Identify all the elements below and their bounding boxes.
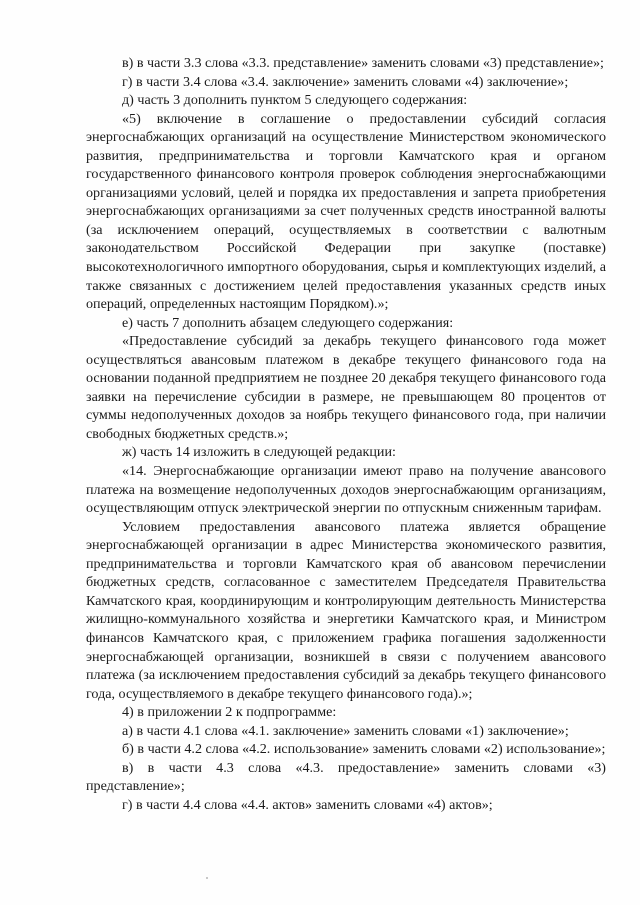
- paragraph-v-part-3-3: в) в части 3.3 слова «3.3. представление» заменить словами «3) представление»;: [122, 55, 604, 71]
- paragraph-advance-condition: Условием предоставления авансового платежа является обращение энергоснабжающей организации в адрес Министерства экономического развития, предпринимательства и торговли Камчатского края об авансовом перечислении бюджетных средств, согласованное с заместителем Председателя Правительства Камчатского края, координирующим и контролирующим деятельность Министерства жилищно-коммунального хозяйства и энергетики Камчатского края, и Министром финансов Камчатского края, с приложением графика погашения задолженности энергоснабжающей организации, возникшей в связи с получением авансового платежа (за исключением предоставления субсидий за декабрь текущего финансового года, осуществляемого в декабре текущего финансового года).»;: [86, 518, 606, 702]
- paragraph-e-part-7: е) часть 7 дополнить абзацем следующего содержания:: [122, 314, 454, 331]
- document-body: [86, 54, 606, 814]
- paragraph-item-5: «5) включение в соглашение о предоставлении субсидий согласия энергоснабжающих организаций на осуществление Министерством экономического развития, предпринимательства и торговли Камчатского края и органом государственного финансового контроля проверок соблюдения энергоснабжающими организациями условий, целей и порядка их предоставления и запрета приобретения энергоснабжающих организациями за счет полученных средств иностранной валюты (за исключением операций, осуществляемых в соответствии с валютным законодательством Российской Федерации при закупке (поставке) высокотехнологичного импортного оборудования, сырья и комплектующих изделий, а также связанных с достижением целей предоставления указанных средств иных операций, определенных настоящим Порядком).»;: [86, 110, 606, 313]
- paragraph-zh-part-14: ж) часть 14 изложить в следующей редакции:: [122, 444, 396, 461]
- paragraph-b-part-4-2: б) в части 4.2 слова «4.2. использование» заменить словами «2) использование»;: [122, 741, 606, 758]
- paragraph-d-part-3: д) часть 3 дополнить пунктом 5 следующего содержания:: [122, 92, 468, 109]
- paragraph-advance-december: «Предоставление субсидий за декабрь текущего финансового года может осуществляться авансовым платежом в декабре текущего финансового года на основании поданной предприятием не позднее 20 декабря текущего финансового года заявки на перечисление субсидии в размере, не превышающем 80 процентов от суммы недополученных доходов за ноябрь текущего финансового года, при наличии свободных бюджетных средств.»;: [86, 333, 606, 442]
- paragraph-a-part-4-1: а) в части 4.1 слова «4.1. заключение» заменить словами «1) заключение»;: [122, 722, 569, 739]
- paragraph-g-part-4-4: г) в части 4.4 слова «4.4. актов» заменить словами «4) актов»;: [122, 796, 493, 813]
- scan-speck: [206, 877, 208, 879]
- paragraph-v-part-4-3: в) в части 4.3 слова «4.3. предоставление» заменить словами «3) представление»;: [86, 759, 606, 795]
- paragraph-g-part-3-4: г) в части 3.4 слова «3.4. заключение» заменить словами «4) заключение»;: [122, 73, 569, 90]
- paragraph-appendix-2: 4) в приложении 2 к подпрограмме:: [122, 704, 337, 721]
- paragraph-item-14: «14. Энергоснабжающие организации имеют право на получение авансового платежа на возмещение недополученных доходов энергоснабжающим организациям, осуществляющим отпуск электрической энергии по отпускным сниженным тарифам.: [86, 463, 606, 517]
